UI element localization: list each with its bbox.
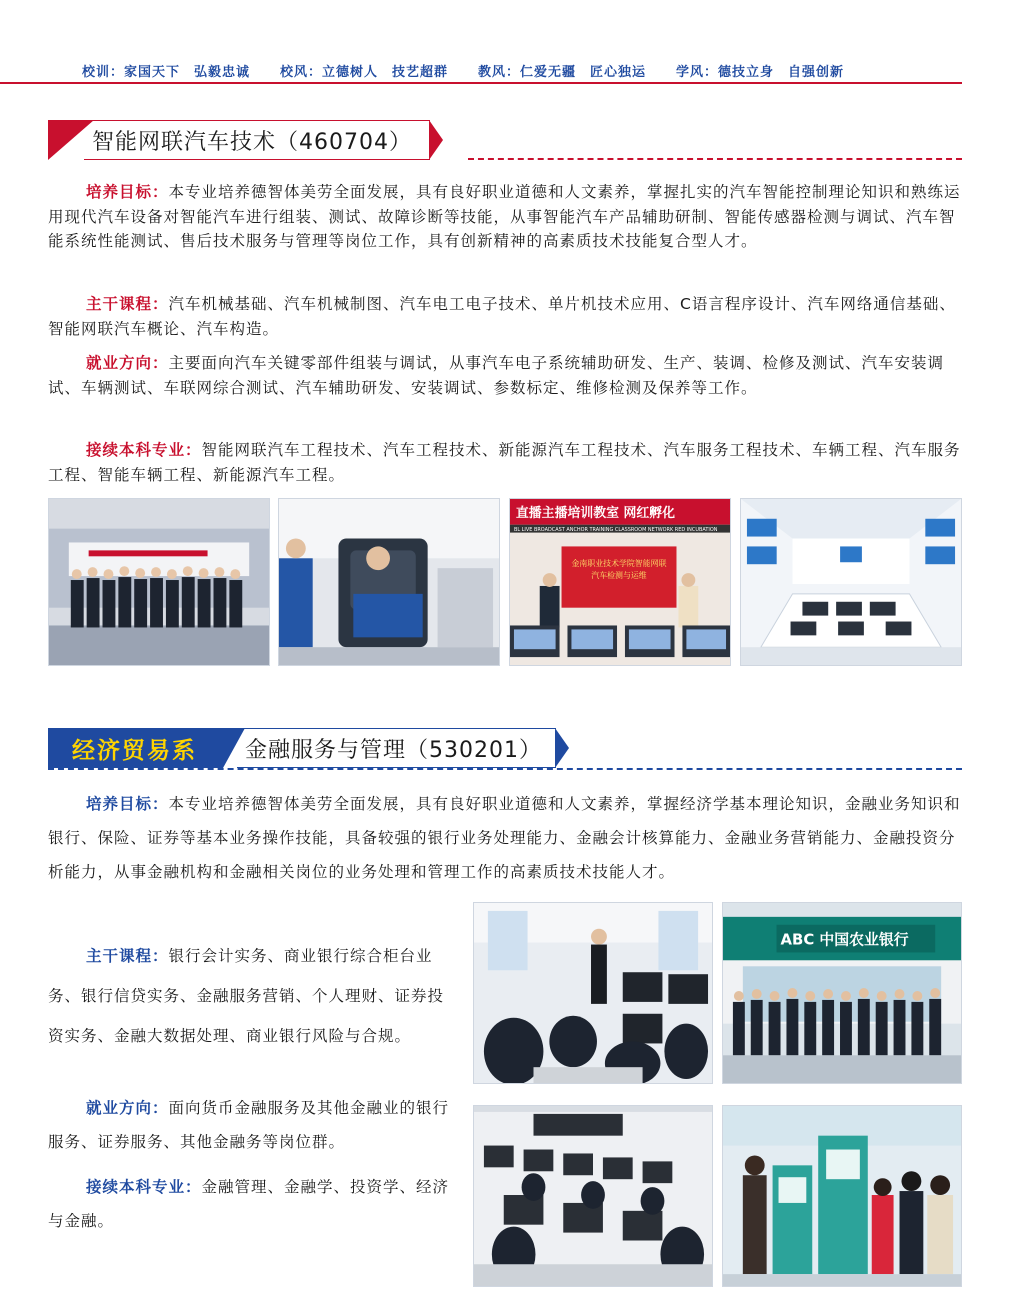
section1-goal-label: 培养目标：	[86, 183, 169, 201]
section2-header	[48, 728, 569, 768]
section2-dept-tab	[48, 728, 223, 768]
photo-smart-car-lab	[740, 498, 962, 666]
photo-driving-simulator	[278, 498, 500, 666]
section2-jobs	[48, 1091, 454, 1159]
section1-jobs-text: 主要面向汽车关键零部件组装与调试，从事汽车电子系统辅助研发、生产、装调、检修及测试、汽车安装调试、车辆测试、车联网综合测试、汽车辅助研发、安装调试、参数标定、维修检测及保养等工作。	[48, 354, 945, 397]
section2-courses-label: 主干课程：	[86, 947, 169, 965]
section2-bachelor	[48, 1170, 454, 1238]
photo3-banner-text: 直播主播培训教室 网红孵化	[515, 505, 675, 521]
section2-goal-label: 培养目标：	[86, 795, 169, 813]
section2-title-end	[555, 728, 569, 768]
photo3-screen-line2: 汽车检测与运维	[591, 571, 647, 581]
motto-jiaofeng: 教风：仁爱无疆 匠心独运	[478, 64, 647, 80]
section1-jobs	[48, 351, 966, 400]
section1-goal	[48, 180, 966, 254]
motto-bar	[0, 58, 962, 82]
section1-title-end	[429, 120, 443, 160]
photo-training-classroom	[509, 498, 731, 666]
photo-computer-training-room	[473, 1105, 713, 1287]
section2-bachelor-label: 接续本科专业：	[86, 1178, 202, 1196]
photo-bank-atm-practice	[722, 1105, 962, 1287]
photo3-screen-line1: 金南职业技术学院智能网联	[571, 559, 667, 569]
photo3-banner-subtext: BL LIVE BROADCAST ANCHOR TRAINING CLASSROOM NETWORK RED INCUBATION	[513, 527, 718, 534]
section1-header	[48, 120, 443, 160]
section1-courses-label: 主干课程：	[86, 295, 169, 313]
bank-sign-text: ABC 中国农业银行	[780, 930, 909, 949]
motto-xiaoxun: 校训：家国天下 弘毅忠诚	[82, 64, 251, 80]
section2-courses-text: 银行会计实务、商业银行综合柜台业务、银行信贷实务、金融服务营销、个人理财、证券投资实务、金融大数据处理、商业银行风险与合规。	[48, 947, 445, 1045]
section1-bachelor	[48, 438, 966, 488]
photo-bank-visit	[722, 902, 962, 1084]
section1-courses-text: 汽车机械基础、汽车机械制图、汽车电工电子技术、单片机技术应用、C语言程序设计、汽车网络通信基础、智能网联汽车概论、汽车构造。	[48, 295, 956, 338]
section2-goal	[48, 787, 966, 889]
section2-bachelor-text: 金融管理、金融学、投资学、经济与金融。	[48, 1178, 450, 1230]
motto-divider	[0, 82, 962, 84]
section2-dashed-rule	[48, 768, 962, 770]
section2-jobs-label: 就业方向：	[86, 1099, 169, 1117]
section2-goal-text: 本专业培养德智体美劳全面发展，具有良好职业道德和人文素养，掌握经济学基本理论知识，金融业务知识和银行、保险、证券等基本业务操作技能，具备较强的银行业务处理能力、金融会计核算能力、金融业务营销能力、金融投资分析能力，从事金融机构和金融相关岗位的业务处理和管理工作的高素质技术技能人才。	[48, 795, 961, 881]
photo-team-award	[48, 498, 270, 666]
section2-jobs-text: 面向货币金融服务及其他金融业的银行服务、证券服务、其他金融务等岗位群。	[48, 1099, 450, 1151]
section2-title: 金融服务与管理（530201）	[237, 728, 556, 768]
section1-bachelor-text: 智能网联汽车工程技术、汽车工程技术、新能源汽车工程技术、汽车服务工程技术、车辆工程、汽车服务工程、智能车辆工程、新能源汽车工程。	[48, 441, 961, 484]
section1-jobs-label: 就业方向：	[86, 354, 169, 372]
motto-xiaofeng: 校风：立德树人 技艺超群	[280, 64, 449, 80]
section2-courses	[48, 936, 454, 1056]
motto-xuefeng: 学风：德技立身 自强创新	[676, 64, 845, 80]
section1-bachelor-label: 接续本科专业：	[86, 441, 202, 459]
section1-dashed-rule	[468, 158, 962, 160]
photo-computer-lab-class	[473, 902, 713, 1084]
section2-dept: 经济贸易系	[72, 737, 197, 764]
section1-title: 智能网联汽车技术（460704）	[84, 120, 430, 160]
section1-goal-text: 本专业培养德智体美劳全面发展，具有良好职业道德和人文素养，掌握扎实的汽车智能控制理论知识和熟练运用现代汽车设备对智能汽车进行组装、测试、故障诊断等技能，从事智能汽车产品辅助研制、智能传感器检测与调试、汽车智能系统性能测试、售后技术服务与管理等岗位工作，具有创新精神的高素质技术技能复合型人才。	[48, 183, 961, 250]
section1-courses	[48, 292, 966, 342]
